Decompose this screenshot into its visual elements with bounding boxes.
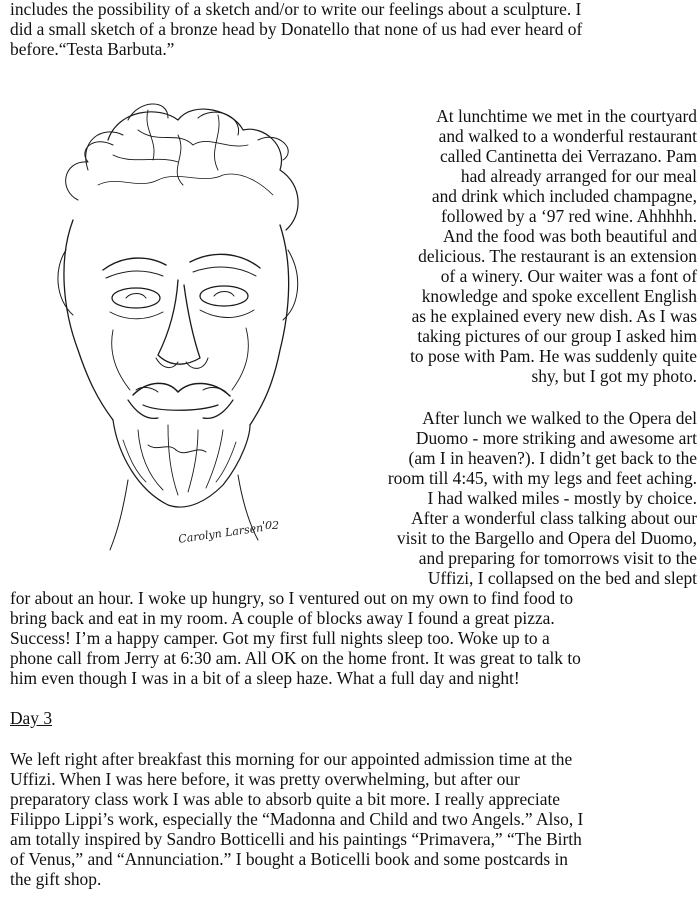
after-lunch-line: and preparing for tomorrows visit to the: [418, 548, 697, 568]
sketch-year-mark: '02: [262, 519, 280, 532]
after-lunch-line: phone call from Jerry at 6:30 am. All OK on the home front. It was great to talk to: [10, 648, 581, 668]
day3-line: Uffizi. When I was here before, it was pretty overwhelming, but after our: [10, 769, 520, 789]
after-lunch-line: Duomo - more striking and awesome art: [415, 428, 697, 448]
intro-line: did a small sketch of a bronze head by Donatello that none of us had ever heard of: [10, 19, 583, 39]
after-lunch-line: (am I in heaven?). I didn’t get back to the: [408, 448, 697, 468]
lunch-line: delicious. The restaurant is an extension: [418, 246, 697, 266]
after-lunch-line: After a wonderful class talking about our: [411, 508, 697, 528]
after-lunch-line: for about an hour. I woke up hungry, so I ventured out on my own to find food to: [10, 588, 574, 608]
after-lunch-line: After lunch we walked to the Opera del: [422, 408, 697, 428]
lunch-line: knowledge and spoke excellent English: [421, 286, 697, 306]
day-heading: Day 3: [10, 708, 53, 728]
lunch-line: followed by a ‘97 red wine. Ahhhhh.: [441, 206, 697, 226]
after-lunch-line: Uffizi, I collapsed on the bed and slept: [427, 568, 697, 588]
day3-line: of Venus,” and “Annunciation.” I bought a Boticelli book and some postcards in: [10, 849, 568, 869]
day3-line: the gift shop.: [10, 869, 102, 889]
day3-line: We left right after breakfast this morning for our appointed admission time at the: [10, 749, 573, 769]
after-lunch-line: bring back and eat in my room. A couple of blocks away I found a great pizza.: [10, 608, 555, 628]
lunch-line: and walked to a wonderful restaurant: [438, 126, 697, 146]
after-lunch-line: Success! I’m a happy camper. Got my first full nights sleep too. Woke up to a: [10, 628, 550, 648]
after-lunch-line: him even though I was in a bit of a sleep haze. What a full day and night!: [10, 668, 520, 688]
after-lunch-line: room till 4:45, with my legs and feet aching.: [387, 468, 697, 488]
lunch-line: to pose with Pam. He was suddenly quite: [410, 346, 697, 366]
lunch-line: shy, but I got my photo.: [531, 366, 697, 386]
after-lunch-line: visit to the Bargello and Opera del Duomo,: [396, 528, 697, 548]
day3-line: Filippo Lippi’s work, especially the “Madonna and Child and two Angels.” Also, I: [10, 809, 584, 829]
lunch-line: At lunchtime we met in the courtyard: [436, 106, 697, 126]
sketch-illustration: [18, 100, 318, 575]
after-lunch-line: I had walked miles - mostly by choice.: [427, 488, 697, 508]
lunch-line: as he explained every new dish. As I was: [411, 306, 697, 326]
lunch-line: called Cantinetta dei Verrazano. Pam: [439, 146, 697, 166]
day3-line: preparatory class work I was able to absorb quite a bit more. I really appreciate: [10, 789, 560, 809]
sketch-signature: Carolyn Larsen: [177, 521, 264, 546]
intro-line: includes the possibility of a sketch and/or to write our feelings about a sculpture. I: [10, 0, 582, 19]
lunch-line: And the food was both beautiful and: [442, 226, 697, 246]
day3-line: am totally inspired by Sandro Botticelli and his paintings “Primavera,” “The Birth: [10, 829, 582, 849]
lunch-line: had already arranged for our meal: [460, 166, 697, 186]
lunch-line: taking pictures of our group I asked him: [417, 326, 697, 346]
intro-line: before.“Testa Barbuta.”: [10, 39, 175, 59]
lunch-line: and drink which included champagne,: [431, 186, 697, 206]
lunch-line: of a winery. Our waiter was a font of: [440, 266, 697, 286]
